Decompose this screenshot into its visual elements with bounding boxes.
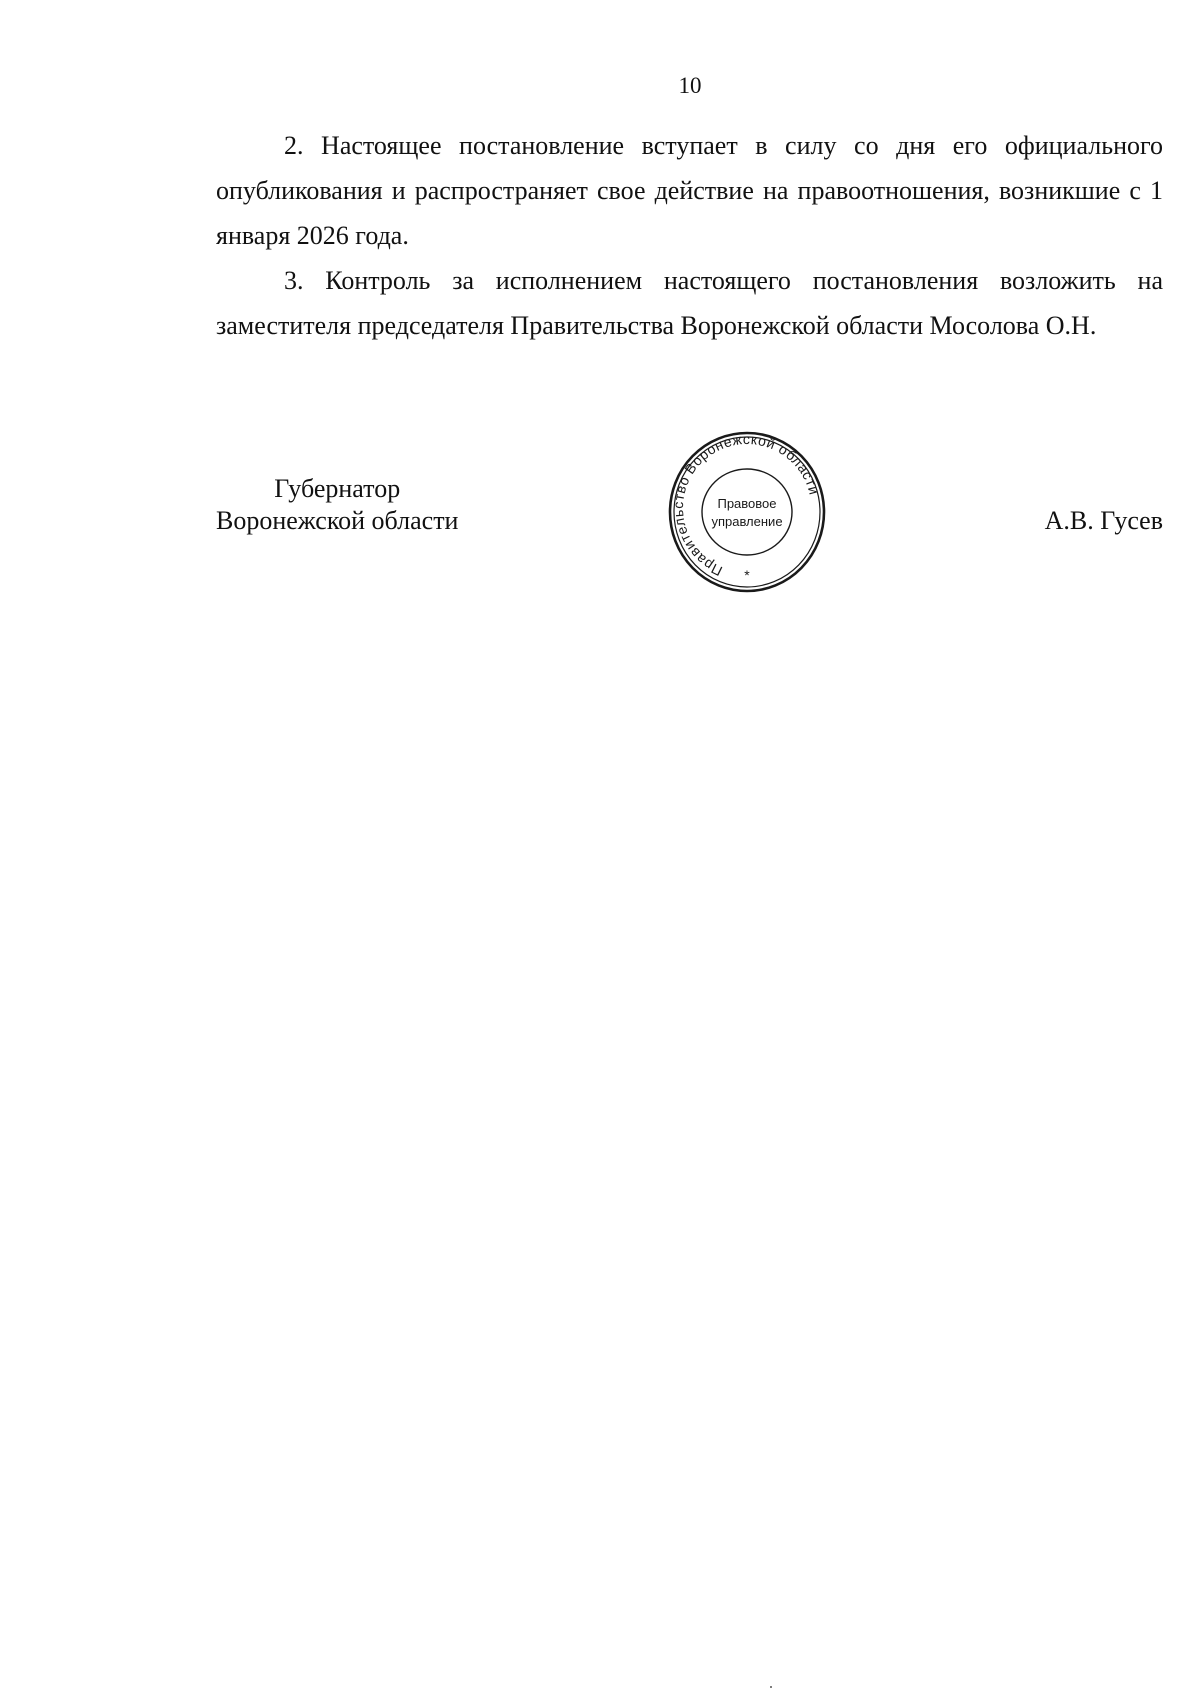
signer-position <box>216 473 458 537</box>
paragraph-control: 3. Контроль за исполнением настоящего постановления возложить на заместителя председателя Правительства Воронежской области Мосолова О.Н. <box>216 266 1163 340</box>
page-number: 10 <box>678 73 702 98</box>
seal-outer-text: Правительство Воронежской области <box>669 430 823 580</box>
seal-inner-line2: управление <box>711 514 783 529</box>
seal-star: * <box>744 567 750 583</box>
scan-speck <box>770 1686 772 1688</box>
paragraph-entry-into-force: 2. Настоящее постановление вступает в силу со дня его официального опубликования и распространяет свое действие на правоотношения, возникшие с 1 января 2026 года. <box>216 131 1163 250</box>
signer-position-line2: Воронежской области <box>216 506 459 535</box>
signer-position-line1: Губернатор <box>274 474 401 503</box>
seal-inner-line1: Правовое <box>717 496 777 511</box>
signer-name: А.В. Гусев <box>1044 506 1163 535</box>
seal-graphic <box>667 428 827 596</box>
seal-inner-ring <box>702 469 792 555</box>
official-seal-stamp <box>667 428 827 596</box>
signature-block <box>0 0 1200 620</box>
